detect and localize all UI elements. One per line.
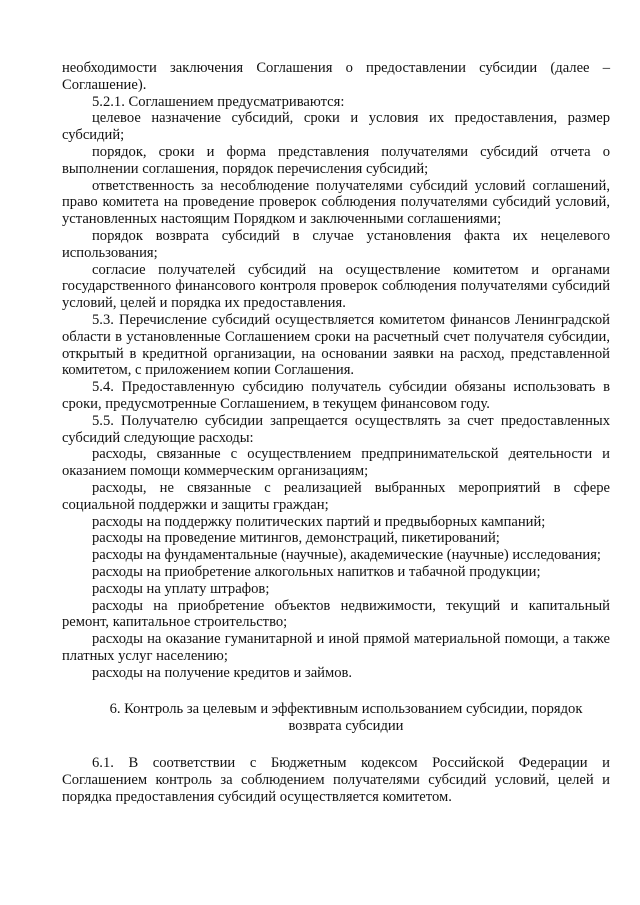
paragraph: необходимости заключения Соглашения о предоставлении субсидии (далее – Соглашение).	[62, 60, 610, 93]
paragraph: 5.4. Предоставленную субсидию получатель субсидии обязаны использовать в сроки, предусмотренные Соглашением, в текущем финансовом году.	[62, 379, 610, 412]
list-item: расходы на уплату штрафов;	[92, 580, 270, 597]
paragraph: порядок возврата субсидий в случае установления факта их нецелевого использования;	[62, 227, 610, 261]
list-item: расходы на оказание гуманитарной и иной прямой материальной помощи, а также платных услуг населению;	[62, 631, 610, 664]
list-item: расходы на приобретение объектов недвижимости, текущий и капитальный ремонт, капитальное строительство;	[62, 597, 610, 631]
paragraph: ответственность за несоблюдение получателями субсидий условий соглашений, право комитета на проведение проверок соблюдения получателями субсидий условий, установленных настоящим Порядком и заключенными соглашениями;	[62, 177, 610, 228]
paragraph: согласие получателей субсидий на осуществление комитетом и органами государственного финансового контроля проверок соблюдения получателями субсидий условий, целей и порядка их предоставления.	[62, 261, 610, 312]
section-heading: 6. Контроль за целевым и эффективным использованием субсидии, порядок возврата субсидии	[109, 701, 583, 735]
list-item: расходы на фундаментальные (научные), академические (научные) исследования;	[92, 547, 601, 564]
list-item: расходы, связанные с осуществлением предпринимательской деятельности и оказанием помощи коммерческим организациям;	[62, 446, 610, 480]
paragraph: целевое назначение субсидий, сроки и условия их предоставления, размер субсидий;	[62, 110, 610, 144]
paragraph: 5.2.1. Соглашением предусматриваются:	[92, 93, 345, 110]
paragraph: 5.5. Получателю субсидии запрещается осуществлять за счет предоставленных субсидий следующие расходы:	[62, 412, 610, 446]
paragraphs-top	[62, 60, 610, 681]
list-item: расходы на поддержку политических партий и предвыборных кампаний;	[92, 513, 546, 530]
list-item: расходы на проведение митингов, демонстраций, пикетирований;	[92, 530, 500, 547]
paragraph: порядок, сроки и форма представления получателями субсидий отчета о выполнении соглашения, порядок перечисления субсидий;	[62, 143, 610, 177]
document-page	[62, 60, 610, 805]
paragraph: 6.1. В соответствии с Бюджетным кодексом Российской Федерации и Соглашением контроль за соблюдением получателями субсидий условий, целей и порядка предоставления субсидий осуществляется комитетом.	[62, 755, 610, 805]
list-item: расходы, не связанные с реализацией выбранных мероприятий в сфере социальной поддержки и защиты граждан;	[62, 479, 610, 513]
paragraph: 5.3. Перечисление субсидий осуществляется комитетом финансов Ленинградской области в установленные Соглашением сроки на расчетный счет получателя субсидии, открытый в кредитной организации, на основании заявки на расход, представленной комитетом, с приложением копии Соглашения.	[62, 311, 610, 379]
list-item: расходы на получение кредитов и займов.	[92, 664, 353, 681]
list-item: расходы на приобретение алкогольных напитков и табачной продукции;	[92, 563, 541, 580]
paragraphs-bottom	[62, 755, 610, 805]
